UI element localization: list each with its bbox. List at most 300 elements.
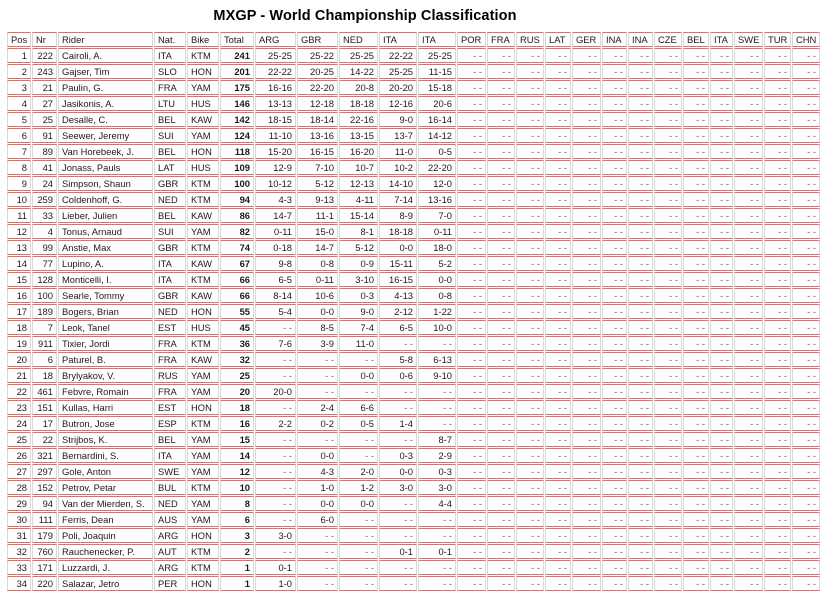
cell-race-result: - -: [792, 80, 820, 95]
cell-total-points: 55: [220, 304, 254, 319]
cell-position: 22: [7, 384, 31, 399]
cell-race-result: - -: [710, 336, 733, 351]
cell-position: 12: [7, 224, 31, 239]
cell-race-result: - -: [487, 160, 515, 175]
cell-race-result: - -: [297, 384, 338, 399]
cell-race-result: - -: [734, 128, 763, 143]
cell-race-result: - -: [545, 368, 571, 383]
cell-race-result: - -: [487, 336, 515, 351]
cell-rider-number: 7: [32, 320, 57, 335]
cell-race-result: - -: [710, 240, 733, 255]
cell-race-result: - -: [457, 304, 486, 319]
cell-nationality: AUT: [154, 544, 186, 559]
cell-bike-brand: YAM: [187, 512, 219, 527]
cell-race-result: 9-0: [339, 304, 378, 319]
cell-total-points: 94: [220, 192, 254, 207]
cell-race-result: 20-6: [418, 96, 456, 111]
column-header-r2[interactable]: NED: [339, 32, 378, 47]
cell-race-result: - -: [683, 240, 709, 255]
cell-race-result: - -: [516, 240, 544, 255]
cell-race-result: - -: [602, 240, 627, 255]
cell-race-result: - -: [683, 96, 709, 111]
cell-race-result: 14-12: [418, 128, 456, 143]
cell-race-result: - -: [418, 560, 456, 575]
cell-race-result: 7-10: [297, 160, 338, 175]
cell-race-result: 11-15: [418, 64, 456, 79]
cell-race-result: - -: [545, 80, 571, 95]
cell-race-result: - -: [339, 528, 378, 543]
cell-race-result: 0-3: [339, 288, 378, 303]
cell-race-result: 0-11: [297, 272, 338, 287]
cell-race-result: - -: [628, 208, 653, 223]
column-header-r17[interactable]: CHN: [792, 32, 820, 47]
cell-total-points: 142: [220, 112, 254, 127]
cell-race-result: - -: [418, 576, 456, 591]
table-row: [7, 384, 820, 399]
column-header-r14[interactable]: ITA: [710, 32, 733, 47]
cell-nationality: PER: [154, 576, 186, 591]
cell-rider-name: Paturel, B.: [58, 352, 153, 367]
cell-race-result: - -: [654, 560, 682, 575]
cell-race-result: - -: [572, 96, 601, 111]
cell-race-result: - -: [572, 432, 601, 447]
cell-race-result: - -: [792, 192, 820, 207]
cell-race-result: - -: [487, 496, 515, 511]
cell-race-result: - -: [654, 80, 682, 95]
cell-position: 31: [7, 528, 31, 543]
cell-race-result: - -: [764, 64, 791, 79]
cell-race-result: - -: [654, 416, 682, 431]
cell-position: 23: [7, 400, 31, 415]
cell-race-result: - -: [734, 512, 763, 527]
cell-race-result: - -: [255, 352, 296, 367]
cell-position: 34: [7, 576, 31, 591]
cell-race-result: - -: [516, 192, 544, 207]
cell-race-result: - -: [487, 416, 515, 431]
cell-rider-number: 99: [32, 240, 57, 255]
cell-race-result: - -: [764, 512, 791, 527]
cell-nationality: SLO: [154, 64, 186, 79]
cell-bike-brand: KAW: [187, 208, 219, 223]
cell-race-result: 13-16: [418, 192, 456, 207]
cell-race-result: - -: [792, 448, 820, 463]
cell-race-result: - -: [734, 560, 763, 575]
cell-race-result: - -: [792, 368, 820, 383]
column-header-r3[interactable]: ITA: [379, 32, 417, 47]
cell-race-result: - -: [710, 416, 733, 431]
cell-race-result: - -: [545, 256, 571, 271]
table-row: [7, 432, 820, 447]
cell-race-result: - -: [734, 208, 763, 223]
cell-rider-number: 760: [32, 544, 57, 559]
cell-bike-brand: HON: [187, 64, 219, 79]
cell-race-result: - -: [683, 64, 709, 79]
cell-race-result: - -: [734, 384, 763, 399]
cell-race-result: - -: [572, 320, 601, 335]
cell-race-result: - -: [516, 432, 544, 447]
cell-race-result: - -: [683, 176, 709, 191]
cell-race-result: - -: [457, 64, 486, 79]
cell-race-result: - -: [792, 256, 820, 271]
cell-total-points: 82: [220, 224, 254, 239]
table-row: [7, 528, 820, 543]
cell-race-result: - -: [516, 128, 544, 143]
cell-race-result: - -: [683, 528, 709, 543]
cell-race-result: - -: [710, 176, 733, 191]
table-row: [7, 288, 820, 303]
cell-rider-number: 321: [32, 448, 57, 463]
column-header-r10[interactable]: INA: [602, 32, 627, 47]
cell-race-result: 6-5: [379, 320, 417, 335]
cell-race-result: 4-4: [418, 496, 456, 511]
cell-race-result: 15-14: [339, 208, 378, 223]
cell-race-result: - -: [628, 176, 653, 191]
cell-race-result: - -: [516, 64, 544, 79]
cell-race-result: - -: [734, 576, 763, 591]
cell-race-result: - -: [764, 448, 791, 463]
cell-race-result: 12-9: [255, 160, 296, 175]
cell-race-result: - -: [710, 208, 733, 223]
cell-rider-number: 171: [32, 560, 57, 575]
cell-bike-brand: KTM: [187, 480, 219, 495]
cell-race-result: - -: [572, 464, 601, 479]
cell-race-result: - -: [628, 272, 653, 287]
cell-race-result: - -: [792, 464, 820, 479]
cell-total-points: 32: [220, 352, 254, 367]
cell-race-result: - -: [487, 544, 515, 559]
column-header-r11[interactable]: INA: [628, 32, 653, 47]
cell-race-result: - -: [297, 368, 338, 383]
cell-race-result: - -: [516, 576, 544, 591]
cell-rider-name: Cairoli, A.: [58, 48, 153, 63]
cell-race-result: - -: [654, 304, 682, 319]
cell-race-result: - -: [572, 416, 601, 431]
cell-race-result: - -: [572, 560, 601, 575]
cell-race-result: - -: [572, 528, 601, 543]
cell-rider-number: 41: [32, 160, 57, 175]
cell-race-result: - -: [487, 528, 515, 543]
cell-race-result: - -: [379, 576, 417, 591]
cell-race-result: - -: [734, 528, 763, 543]
cell-race-result: - -: [710, 560, 733, 575]
cell-race-result: - -: [572, 336, 601, 351]
cell-bike-brand: HON: [187, 576, 219, 591]
cell-race-result: - -: [255, 432, 296, 447]
cell-total-points: 20: [220, 384, 254, 399]
cell-race-result: - -: [654, 464, 682, 479]
cell-rider-name: Butron, Jose: [58, 416, 153, 431]
cell-race-result: 2-12: [379, 304, 417, 319]
cell-race-result: - -: [683, 352, 709, 367]
table-row: [7, 128, 820, 143]
cell-race-result: 5-2: [418, 256, 456, 271]
cell-race-result: - -: [734, 112, 763, 127]
cell-bike-brand: HUS: [187, 160, 219, 175]
cell-race-result: - -: [710, 128, 733, 143]
cell-total-points: 10: [220, 480, 254, 495]
cell-race-result: - -: [255, 400, 296, 415]
table-row: [7, 464, 820, 479]
table-row: [7, 512, 820, 527]
cell-race-result: 7-14: [379, 192, 417, 207]
column-header-r16[interactable]: TUR: [764, 32, 791, 47]
cell-race-result: - -: [654, 176, 682, 191]
column-header-rider[interactable]: Rider: [58, 32, 153, 47]
cell-total-points: 1: [220, 560, 254, 575]
cell-race-result: - -: [683, 416, 709, 431]
cell-race-result: - -: [792, 560, 820, 575]
cell-race-result: - -: [654, 192, 682, 207]
cell-race-result: 15-0: [297, 224, 338, 239]
cell-race-result: - -: [255, 496, 296, 511]
cell-position: 32: [7, 544, 31, 559]
cell-race-result: 18-14: [297, 112, 338, 127]
cell-race-result: - -: [764, 368, 791, 383]
cell-race-result: - -: [734, 304, 763, 319]
cell-race-result: - -: [602, 544, 627, 559]
cell-race-result: - -: [628, 448, 653, 463]
cell-race-result: - -: [602, 208, 627, 223]
cell-total-points: 66: [220, 272, 254, 287]
cell-race-result: 8-7: [418, 432, 456, 447]
cell-race-result: 14-22: [339, 64, 378, 79]
cell-race-result: - -: [516, 416, 544, 431]
cell-race-result: 7-6: [255, 336, 296, 351]
cell-position: 5: [7, 112, 31, 127]
cell-race-result: 6-0: [297, 512, 338, 527]
cell-total-points: 201: [220, 64, 254, 79]
cell-race-result: - -: [487, 240, 515, 255]
cell-total-points: 36: [220, 336, 254, 351]
cell-race-result: - -: [792, 576, 820, 591]
cell-race-result: 1-2: [339, 480, 378, 495]
cell-race-result: - -: [457, 464, 486, 479]
column-header-r9[interactable]: GER: [572, 32, 601, 47]
cell-race-result: - -: [545, 400, 571, 415]
cell-race-result: - -: [764, 288, 791, 303]
cell-race-result: - -: [572, 544, 601, 559]
cell-race-result: 1-0: [297, 480, 338, 495]
cell-race-result: - -: [628, 544, 653, 559]
cell-race-result: - -: [602, 464, 627, 479]
cell-race-result: - -: [683, 512, 709, 527]
cell-race-result: - -: [683, 384, 709, 399]
column-header-total[interactable]: Total: [220, 32, 254, 47]
column-header-r15[interactable]: SWE: [734, 32, 763, 47]
cell-race-result: - -: [545, 176, 571, 191]
cell-race-result: 0-8: [297, 256, 338, 271]
cell-total-points: 8: [220, 496, 254, 511]
cell-race-result: - -: [545, 336, 571, 351]
cell-race-result: - -: [710, 352, 733, 367]
table-row: [7, 576, 820, 591]
column-header-r0[interactable]: ARG: [255, 32, 296, 47]
cell-race-result: - -: [710, 192, 733, 207]
cell-race-result: 8-14: [255, 288, 296, 303]
cell-race-result: 22-16: [339, 112, 378, 127]
cell-total-points: 66: [220, 288, 254, 303]
cell-race-result: - -: [683, 400, 709, 415]
cell-rider-name: Paulin, G.: [58, 80, 153, 95]
cell-race-result: 8-9: [379, 208, 417, 223]
cell-race-result: - -: [683, 144, 709, 159]
cell-race-result: - -: [792, 240, 820, 255]
cell-race-result: - -: [734, 544, 763, 559]
column-header-r12[interactable]: CZE: [654, 32, 682, 47]
cell-race-result: - -: [457, 560, 486, 575]
cell-race-result: - -: [654, 160, 682, 175]
cell-race-result: - -: [379, 512, 417, 527]
column-header-nr[interactable]: Nr: [32, 32, 57, 47]
cell-race-result: - -: [628, 304, 653, 319]
cell-bike-brand: HUS: [187, 96, 219, 111]
cell-race-result: - -: [654, 96, 682, 111]
cell-nationality: BEL: [154, 144, 186, 159]
cell-position: 30: [7, 512, 31, 527]
cell-rider-name: Searle, Tommy: [58, 288, 153, 303]
cell-rider-number: 111: [32, 512, 57, 527]
cell-race-result: 1-4: [379, 416, 417, 431]
cell-position: 2: [7, 64, 31, 79]
cell-race-result: - -: [683, 336, 709, 351]
table-row: [7, 304, 820, 319]
cell-race-result: 2-0: [339, 464, 378, 479]
column-header-nat[interactable]: Nat.: [154, 32, 186, 47]
table-row: [7, 544, 820, 559]
cell-race-result: 0-0: [379, 240, 417, 255]
cell-rider-name: Coldenhoff, G.: [58, 192, 153, 207]
cell-race-result: - -: [683, 480, 709, 495]
cell-race-result: - -: [628, 192, 653, 207]
cell-race-result: 11-0: [379, 144, 417, 159]
cell-race-result: - -: [710, 144, 733, 159]
cell-race-result: 3-10: [339, 272, 378, 287]
column-header-r5[interactable]: POR: [457, 32, 486, 47]
cell-rider-name: Leok, Tanel: [58, 320, 153, 335]
cell-bike-brand: HON: [187, 528, 219, 543]
column-header-r6[interactable]: FRA: [487, 32, 515, 47]
cell-race-result: - -: [628, 160, 653, 175]
cell-race-result: 22-20: [418, 160, 456, 175]
cell-nationality: FRA: [154, 384, 186, 399]
cell-race-result: 0-0: [339, 496, 378, 511]
cell-bike-brand: YAM: [187, 80, 219, 95]
cell-race-result: - -: [602, 128, 627, 143]
column-header-r1[interactable]: GBR: [297, 32, 338, 47]
column-header-bike[interactable]: Bike: [187, 32, 219, 47]
cell-race-result: - -: [734, 240, 763, 255]
cell-race-result: - -: [628, 128, 653, 143]
cell-bike-brand: HUS: [187, 320, 219, 335]
cell-race-result: - -: [628, 384, 653, 399]
cell-race-result: - -: [683, 320, 709, 335]
cell-race-result: 0-0: [379, 464, 417, 479]
cell-race-result: - -: [628, 464, 653, 479]
cell-race-result: - -: [516, 320, 544, 335]
table-header: [7, 32, 820, 47]
cell-race-result: - -: [255, 480, 296, 495]
cell-race-result: - -: [602, 176, 627, 191]
header-row: [7, 32, 820, 47]
cell-race-result: - -: [602, 288, 627, 303]
cell-race-result: - -: [792, 112, 820, 127]
cell-total-points: 2: [220, 544, 254, 559]
cell-race-result: - -: [516, 272, 544, 287]
cell-rider-name: Salazar, Jetro: [58, 576, 153, 591]
cell-rider-name: Anstie, Max: [58, 240, 153, 255]
cell-nationality: SUI: [154, 224, 186, 239]
cell-position: 24: [7, 416, 31, 431]
cell-total-points: 16: [220, 416, 254, 431]
cell-race-result: - -: [602, 432, 627, 447]
cell-rider-number: 27: [32, 96, 57, 111]
cell-race-result: - -: [764, 400, 791, 415]
cell-race-result: 16-20: [339, 144, 378, 159]
cell-race-result: - -: [572, 288, 601, 303]
column-header-r13[interactable]: BEL: [683, 32, 709, 47]
cell-race-result: - -: [734, 64, 763, 79]
cell-nationality: LAT: [154, 160, 186, 175]
cell-position: 19: [7, 336, 31, 351]
cell-race-result: - -: [457, 448, 486, 463]
table-row: [7, 480, 820, 495]
cell-position: 28: [7, 480, 31, 495]
cell-race-result: - -: [516, 496, 544, 511]
cell-rider-number: 222: [32, 48, 57, 63]
cell-race-result: - -: [628, 560, 653, 575]
cell-race-result: - -: [734, 192, 763, 207]
cell-race-result: 5-8: [379, 352, 417, 367]
cell-race-result: - -: [654, 432, 682, 447]
column-header-r4[interactable]: ITA: [418, 32, 456, 47]
cell-race-result: 22-20: [297, 80, 338, 95]
cell-race-result: - -: [710, 384, 733, 399]
cell-race-result: 12-13: [339, 176, 378, 191]
cell-total-points: 118: [220, 144, 254, 159]
cell-race-result: - -: [710, 432, 733, 447]
cell-race-result: - -: [487, 560, 515, 575]
cell-race-result: - -: [457, 288, 486, 303]
table-row: [7, 48, 820, 63]
cell-rider-name: Gole, Anton: [58, 464, 153, 479]
cell-race-result: 6-13: [418, 352, 456, 367]
cell-bike-brand: KAW: [187, 288, 219, 303]
table-row: [7, 112, 820, 127]
table-body: [7, 48, 820, 591]
cell-race-result: - -: [545, 208, 571, 223]
cell-race-result: - -: [516, 160, 544, 175]
cell-race-result: - -: [297, 528, 338, 543]
column-header-r7[interactable]: RUS: [516, 32, 544, 47]
cell-race-result: - -: [710, 528, 733, 543]
cell-race-result: - -: [457, 272, 486, 287]
column-header-pos[interactable]: Pos: [7, 32, 31, 47]
cell-bike-brand: YAM: [187, 432, 219, 447]
cell-race-result: - -: [457, 400, 486, 415]
cell-total-points: 25: [220, 368, 254, 383]
cell-race-result: - -: [255, 544, 296, 559]
cell-race-result: - -: [654, 336, 682, 351]
column-header-r8[interactable]: LAT: [545, 32, 571, 47]
cell-rider-number: 151: [32, 400, 57, 415]
cell-race-result: - -: [572, 352, 601, 367]
cell-race-result: - -: [710, 480, 733, 495]
cell-race-result: - -: [602, 96, 627, 111]
cell-race-result: - -: [457, 336, 486, 351]
cell-rider-name: Febvre, Romain: [58, 384, 153, 399]
table-row: [7, 448, 820, 463]
table-row: [7, 416, 820, 431]
